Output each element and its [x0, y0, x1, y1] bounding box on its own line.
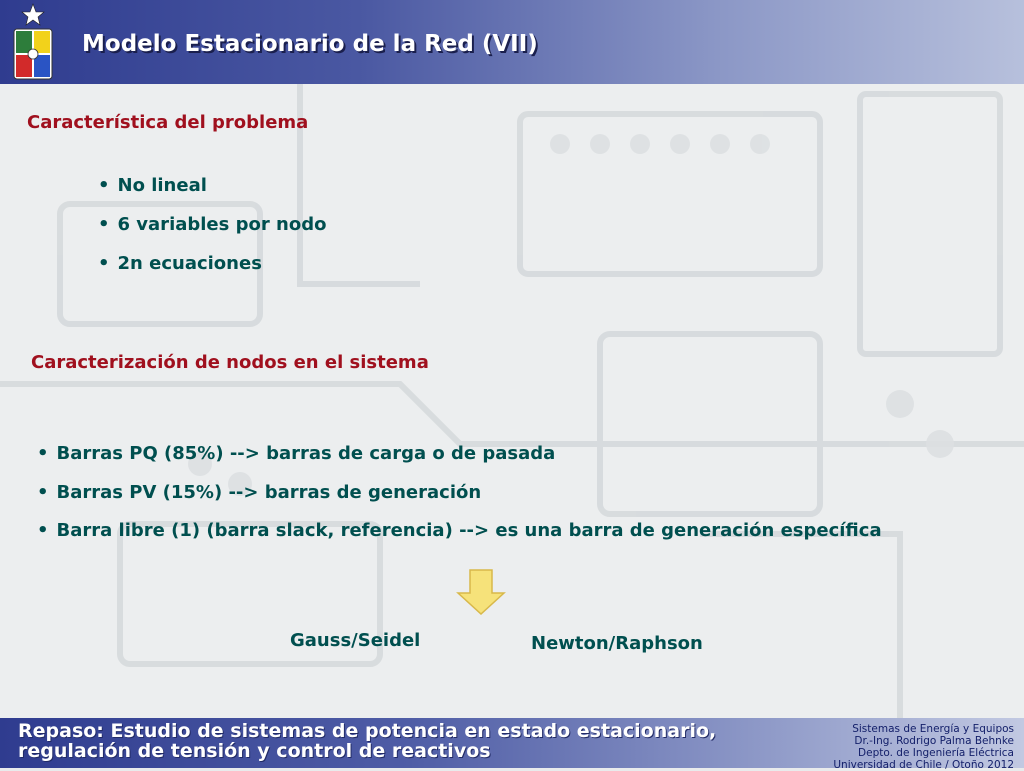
- section-heading-nodes: Caracterización de nodos en el sistema: [31, 352, 429, 373]
- footer-course-line2: regulación de tensión y control de reactivos: [18, 740, 491, 762]
- footer-bar: [0, 718, 1024, 771]
- footer-credit-line4: Universidad de Chile / Otoño 2012: [833, 759, 1014, 771]
- footer-course-title: [18, 721, 716, 761]
- method-gauss-seidel: Gauss/Seidel: [290, 630, 421, 651]
- footer-credit-line3: Depto. de Ingeniería Eléctrica: [858, 747, 1014, 759]
- list-item: • Barras PQ (85%) --> barras de carga o de pasada: [37, 443, 556, 464]
- footer-credit-line1: Sistemas de Energía y Equipos: [852, 723, 1014, 735]
- section-heading-problem: Característica del problema: [27, 112, 309, 133]
- method-newton-raphson: Newton/Raphson: [531, 633, 703, 654]
- list-item: • No lineal: [98, 175, 207, 196]
- list-item: • Barra libre (1) (barra slack, referencia) --> es una barra de generación específica: [37, 520, 882, 541]
- list-item: • 6 variables por nodo: [98, 214, 327, 235]
- header-bar: [0, 0, 1024, 84]
- list-item: • Barras PV (15%) --> barras de generación: [37, 482, 482, 503]
- footer-course-line1: Repaso: Estudio de sistemas de potencia en estado estacionario,: [18, 720, 717, 742]
- footer-credits: [833, 723, 1014, 771]
- footer-credit-line2: Dr.-Ing. Rodrigo Palma Behnke: [854, 735, 1014, 747]
- university-logo-icon: [8, 2, 58, 82]
- page-title: Modelo Estacionario de la Red (VII): [82, 31, 538, 57]
- list-item: • 2n ecuaciones: [98, 253, 262, 274]
- down-arrow-icon: [456, 569, 506, 615]
